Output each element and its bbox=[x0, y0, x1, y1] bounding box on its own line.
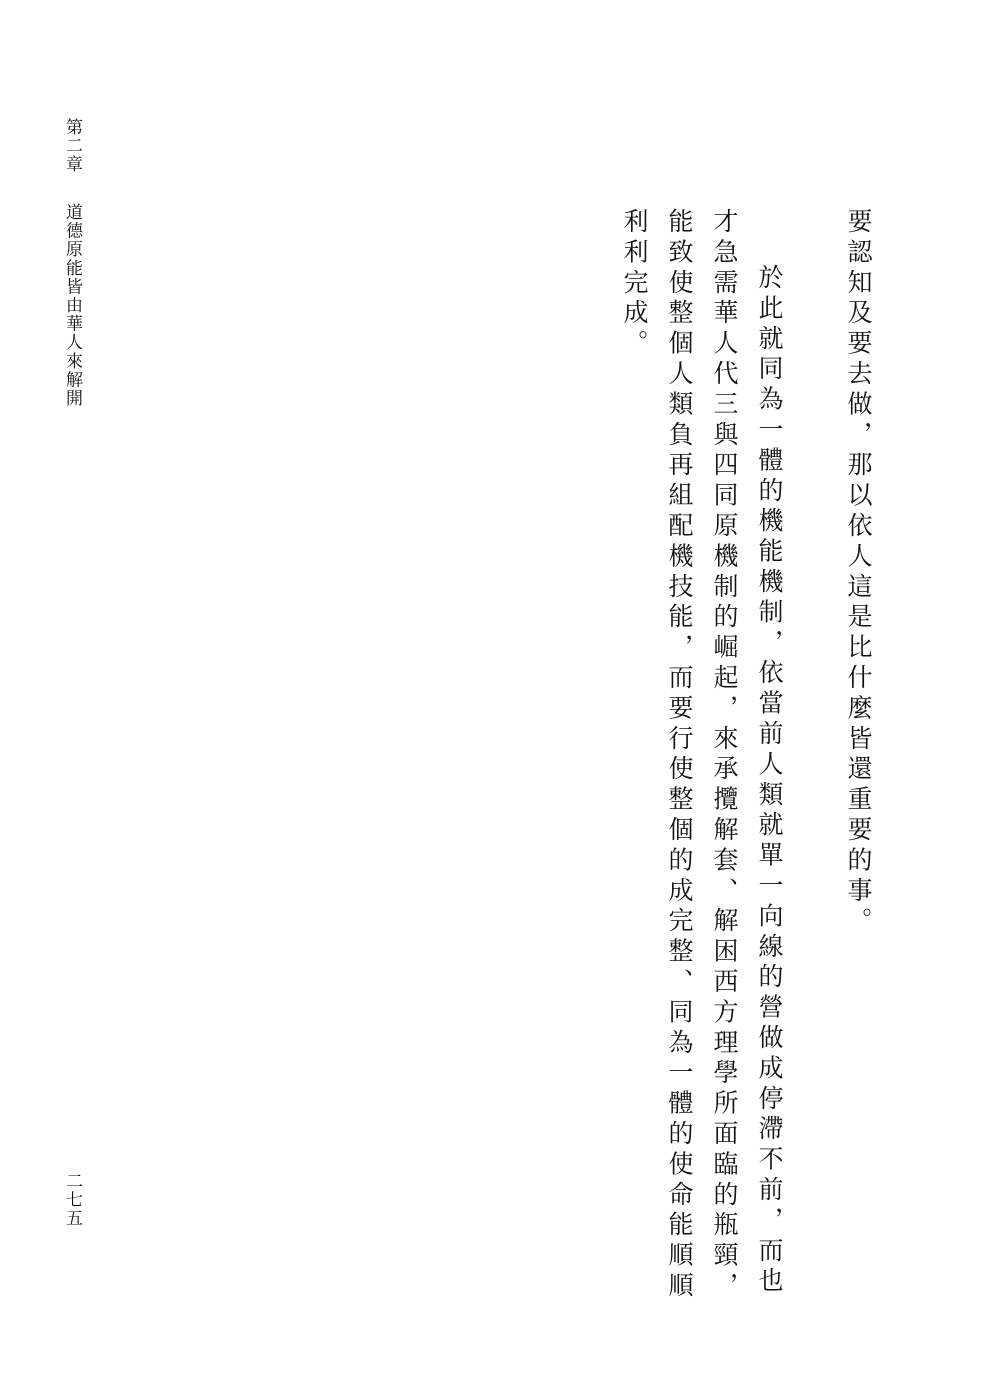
text-column-5: 利利完成。 bbox=[620, 208, 649, 360]
chapter-number: 第二章 bbox=[62, 118, 82, 174]
text-column-2: 於此就同為一體的機能機制，依當前人類就單一向線的營做成停滯不前，而也 bbox=[755, 264, 784, 1298]
page-number: 二七五 bbox=[62, 1172, 82, 1228]
chapter-title: 道德原能皆由華人來解開 bbox=[62, 203, 82, 408]
text-column-3: 才急需華人代三與四同原機制的崛起，來承攬解套、解困西方理學所面臨的瓶頸， bbox=[710, 208, 739, 1303]
text-column-1: 要認知及要去做，那以依人這是比什麼皆還重要的事。 bbox=[844, 208, 873, 938]
text-column-4: 能致使整個人類負再組配機技能，而要行使整個的成完整、同為一體的使命能順順 bbox=[665, 208, 694, 1303]
